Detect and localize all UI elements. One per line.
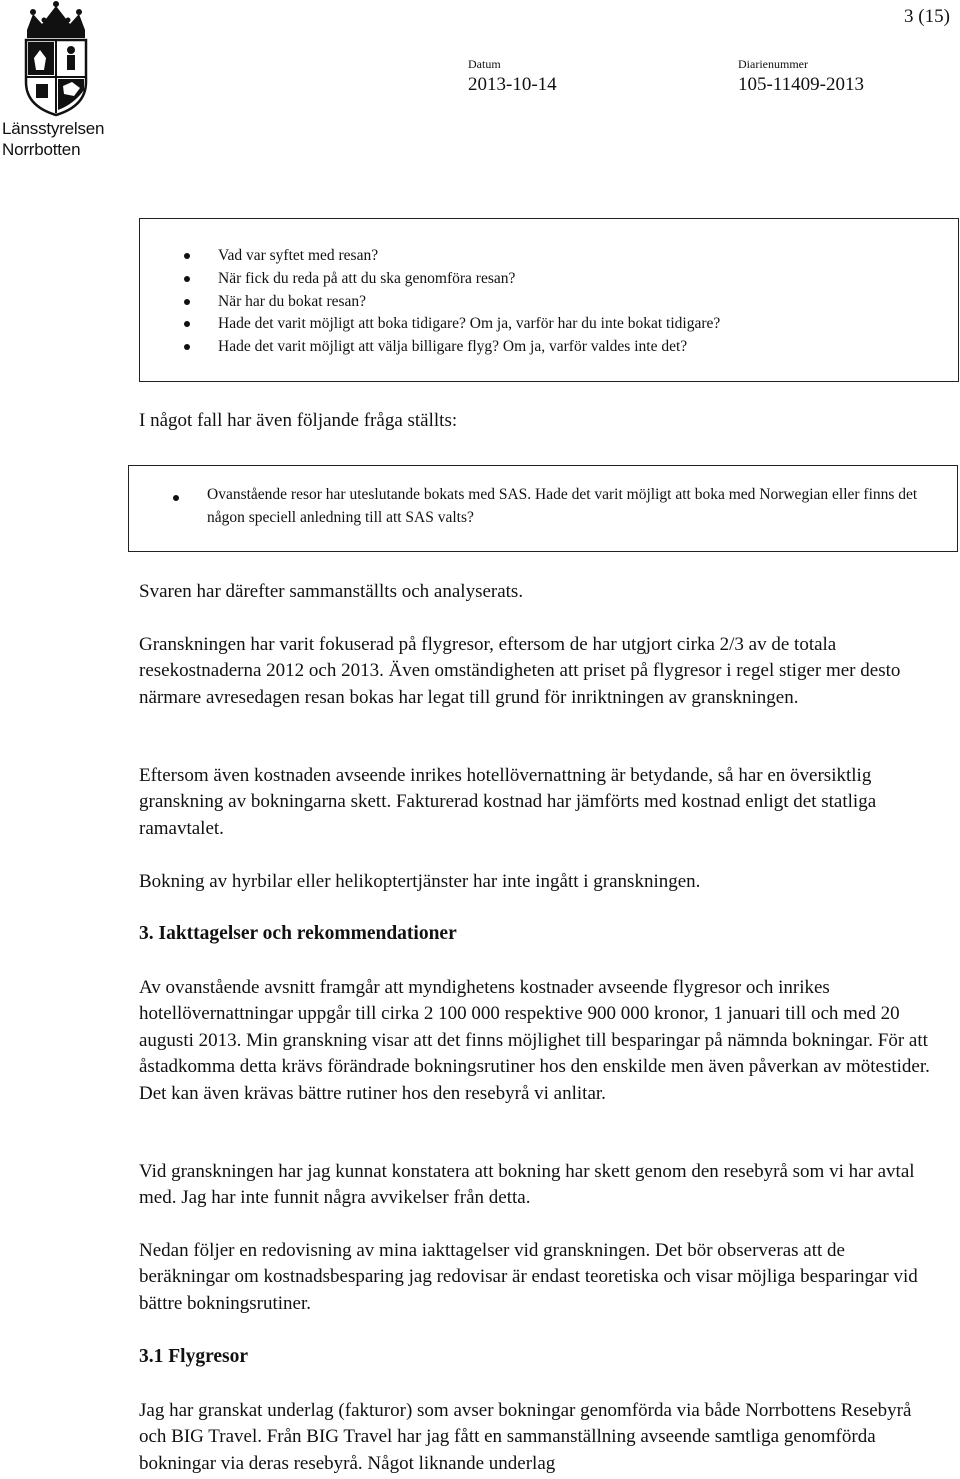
extra-question-list [207,484,927,529]
intro-extra-question: I något fall har även följande fråga ställts: [139,410,458,431]
bullet-icon [184,253,190,259]
paragraph-5: Av ovanstående avsnitt framgår att myndighetens kostnader avseende flygresor och inrikes hotellövernattningar uppgår till cirka 2 100 000 respektive 900 000 kronor, 1 januari till och med 20 augusti 2013. Min granskning visar att det finns möjlighet till besparingar på nämnda bokningar. För att åstadkomma detta krävs förändrade bokningsrutiner hos den enskilde men även påverkan av mötestider. Det kan även krävas bättre rutiner hos den resebyrå vi anlitar. [139,977,930,1104]
date-value: 2013-10-14 [468,74,557,95]
bullet-icon [184,276,190,282]
extra-question-box [128,465,958,552]
paragraph-1: Svaren har därefter sammanställts och analyserats. [139,581,524,602]
page-number: 3 (15) [904,6,950,27]
logo-line-1: Länsstyrelsen [2,119,105,138]
paragraph-2: Granskningen har varit fokuserad på flygresor, eftersom de har utgjort cirka 2/3 av de totala resekostnaderna 2012 och 2013. Även omständigheten att priset på flygresor i regel stiger mer desto närmare avresedagen resan bokas har legat till grund för inriktningen av granskningen. [139,634,901,708]
lansstyrelsen-logo [0,0,120,170]
questions-list [218,245,720,359]
diarie-value: 105-11409-2013 [738,74,864,95]
list-item: När har du bokat resan? [218,291,720,314]
list-item: Hade det varit möjligt att välja billigare flyg? Om ja, varför valdes inte det? [218,336,720,359]
paragraph-4: Bokning av hyrbilar eller helikoptertjänster har inte ingått i granskningen. [139,871,701,892]
bullet-icon [173,495,179,501]
paragraph-6: Vid granskningen har jag kunnat konstatera att bokning har skett genom den resebyrå som vi har avtal med. Jag har inte funnit några avvikelser från detta. [139,1161,915,1209]
bullet-icon [184,321,190,327]
paragraph-8: Jag har granskat underlag (fakturor) som avser bokningar genomförda via både Norrbottens Resebyrå och BIG Travel. Från BIG Travel har jag fått en sammanställning avseende samtliga genomförda bokningar via deras resebyrå. Något liknande underlag [139,1400,912,1474]
logo-line-2: Norrbotten [2,140,81,159]
list-item: Vad var syftet med resan? [218,245,720,268]
paragraph-3: Eftersom även kostnaden avseende inrikes hotellövernattning är betydande, så har en översiktlig granskning av bokningarna skett. Fakturerad kostnad har jämförts med kostnad enligt det statliga ramavtalet. [139,765,877,839]
list-item: När fick du reda på att du ska genomföra resan? [218,268,720,291]
bullet-icon [184,299,190,305]
section-heading-3-1: 3.1 Flygresor [139,1346,249,1367]
questions-box [139,218,959,382]
list-item: Ovanstående resor har uteslutande bokats med SAS. Hade det varit möjligt att boka med Norwegian eller finns det någon speciell anledning till att SAS valts? [207,484,927,529]
date-label: Datum [468,57,501,71]
coat-of-arms-icon [0,0,120,118]
section-heading-3: 3. Iakttagelser och rekommendationer [139,923,457,944]
paragraph-7: Nedan följer en redovisning av mina iakttagelser vid granskningen. Det bör observeras att de beräkningar om kostnadsbesparing jag redovisar är endast teoretiska och visar möjliga besparingar vid bättre bokningsrutiner. [139,1240,918,1314]
bullet-icon [184,344,190,350]
list-item: Hade det varit möjligt att boka tidigare? Om ja, varför har du inte bokat tidigare? [218,313,720,336]
diarie-label: Diarienummer [738,57,808,71]
